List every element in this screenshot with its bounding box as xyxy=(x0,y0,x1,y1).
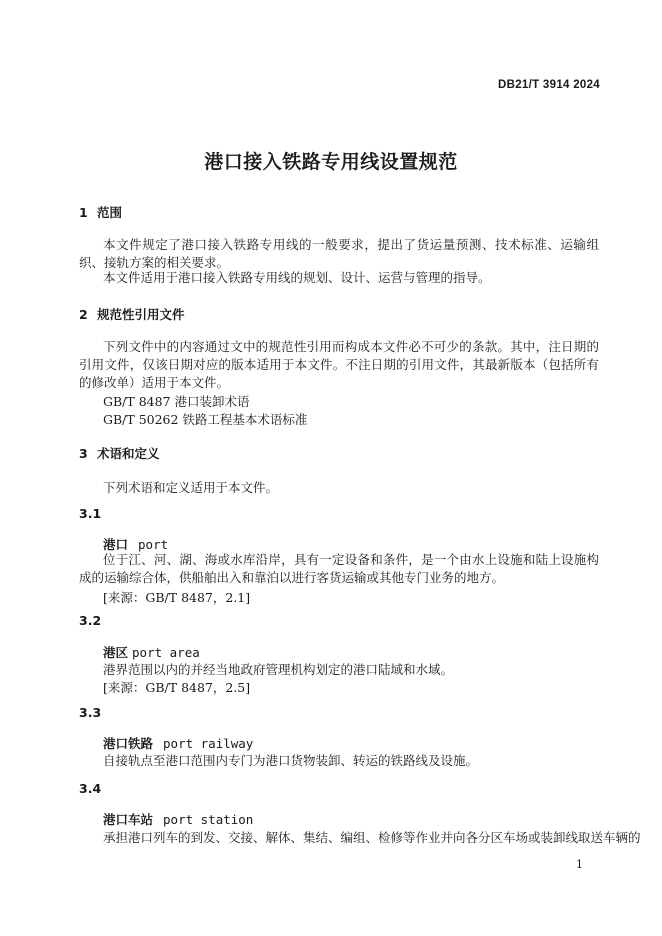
paragraph: 本文件适用于港口接入铁路专用线的规划、设计、运营与管理的指导。 xyxy=(103,270,491,285)
section-title: 范围 xyxy=(97,205,123,220)
paragraph: 本文件规定了港口接入铁路专用线的一般要求，提出了货运量预测、技术标准、运输组织、接轨方案的相关要求。 xyxy=(79,237,599,270)
term-zh: 港口铁路 xyxy=(103,736,154,751)
term-en: port station xyxy=(163,812,254,827)
section-number: 2 xyxy=(79,307,88,322)
term-source: [来源：GB/T 8487，2.5] xyxy=(103,680,251,695)
term-heading xyxy=(103,810,253,828)
section-heading-normative-references xyxy=(79,305,185,323)
section-title: 规范性引用文件 xyxy=(97,307,185,322)
term-number: 3.3 xyxy=(79,705,102,720)
term-number: 3.2 xyxy=(79,613,102,628)
reference-item: GB/T 50262 铁路工程基本术语标准 xyxy=(103,412,308,427)
reference-item: GB/T 8487 港口装卸术语 xyxy=(103,394,250,409)
term-number: 3.4 xyxy=(79,781,102,796)
term-zh: 港口车站 xyxy=(103,812,154,827)
section-heading-terms xyxy=(79,444,160,462)
section-heading-scope xyxy=(79,203,122,221)
term-definition: 承担港口列车的到发、交接、解体、集结、编组、检修等作业并向各分区车场或装卸线取送车辆的 xyxy=(103,830,641,845)
paragraph: 下列术语和定义适用于本文件。 xyxy=(103,480,279,495)
term-source: [来源：GB/T 8487，2.1] xyxy=(103,590,251,605)
term-zh: 港口 xyxy=(103,537,129,552)
term-zh: 港区 xyxy=(103,645,129,660)
term-en: port railway xyxy=(163,736,254,751)
term-definition: 自接轨点至港口范围内专门为港口货物装卸、转运的铁路线及设施。 xyxy=(103,753,479,768)
term-definition: 位于江、河、湖、海或水库沿岸，具有一定设备和条件，是一个由水上设施和陆上设施构成的运输综合体，供船舶出入和靠泊以进行客货运输或其他专门业务的地方。 xyxy=(79,552,599,585)
section-number: 1 xyxy=(79,205,88,220)
page-number: 1 xyxy=(576,858,583,871)
paragraph: 下列文件中的内容通过文中的规范性引用而构成本文件必不可少的条款。其中，注日期的引用文件，仅该日期对应的版本适用于本文件。不注日期的引用文件，其最新版本（包括所有的修改单）适用于本文件。 xyxy=(79,339,599,390)
term-en: port xyxy=(138,537,169,552)
page-title: 港口接入铁路专用线设置规范 xyxy=(204,151,458,173)
term-number: 3.1 xyxy=(79,506,102,521)
term-en: port area xyxy=(132,645,200,660)
term-definition: 港界范围以内的并经当地政府管理机构划定的港口陆域和水域。 xyxy=(103,662,454,677)
term-heading xyxy=(103,734,253,752)
section-number: 3 xyxy=(79,446,88,461)
term-heading xyxy=(103,643,200,661)
section-title: 术语和定义 xyxy=(97,446,160,461)
document-number: DB21/T 3914 2024 xyxy=(498,79,600,91)
